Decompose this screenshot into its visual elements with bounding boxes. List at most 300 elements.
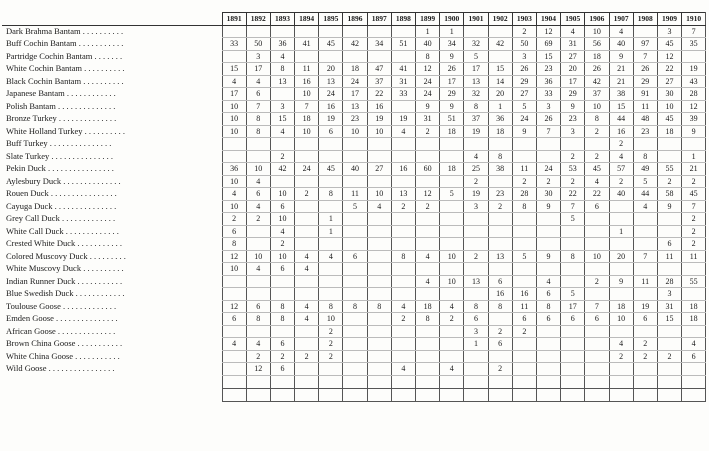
count-cell: 2: [609, 175, 633, 188]
count-cell: 10: [222, 113, 246, 126]
count-cell: 31: [657, 300, 681, 313]
count-cell: 4: [295, 250, 319, 263]
breed-count-table: [2, 12, 706, 402]
count-cell: [585, 325, 609, 338]
breed-name: Emden Goose . . . . . . . . . . . . . . .: [6, 313, 118, 324]
count-cell: 23: [561, 113, 585, 126]
count-cell: [561, 338, 585, 351]
count-cell: 7: [633, 50, 657, 63]
count-cell: 39: [682, 113, 706, 126]
count-cell: 19: [367, 113, 391, 126]
count-cell: 6: [657, 238, 681, 251]
count-cell: 7: [246, 100, 270, 113]
count-cell: 33: [391, 88, 415, 101]
count-cell: 16: [609, 125, 633, 138]
count-cell: 4: [416, 275, 440, 288]
count-cell: [416, 350, 440, 363]
count-cell: 10: [440, 275, 464, 288]
count-cell: 55: [682, 275, 706, 288]
count-cell: 3: [464, 200, 488, 213]
count-cell: 4: [295, 300, 319, 313]
count-cell: [367, 325, 391, 338]
count-cell: [391, 25, 415, 38]
count-cell: 12: [416, 188, 440, 201]
count-cell: 11: [633, 100, 657, 113]
count-cell: 24: [319, 88, 343, 101]
breed-name: Pekin Duck . . . . . . . . . . . . . . . .: [6, 163, 114, 174]
count-cell: 12: [416, 63, 440, 76]
count-cell: 2: [319, 350, 343, 363]
count-cell: 2: [270, 150, 294, 163]
count-cell: 19: [319, 113, 343, 126]
count-cell: [440, 200, 464, 213]
count-cell: [416, 225, 440, 238]
count-cell: 23: [633, 125, 657, 138]
count-cell: 5: [464, 50, 488, 63]
count-cell: 6: [585, 313, 609, 326]
count-cell: 32: [464, 88, 488, 101]
count-cell: 5: [512, 100, 536, 113]
breed-name: Bronze Turkey . . . . . . . . . . . . . .: [6, 113, 117, 124]
count-cell: 11: [343, 188, 367, 201]
breed-name: Partridge Cochin Bantam . . . . . . .: [6, 50, 123, 61]
count-cell: 19: [391, 113, 415, 126]
count-cell: 6: [246, 188, 270, 201]
count-cell: [295, 200, 319, 213]
count-cell: [295, 325, 319, 338]
count-cell: [633, 213, 657, 226]
count-cell: 30: [536, 188, 560, 201]
count-cell: 4: [416, 250, 440, 263]
count-cell: 22: [367, 88, 391, 101]
year-header-row: [2, 13, 706, 26]
count-cell: 2: [512, 25, 536, 38]
count-cell: [222, 288, 246, 301]
count-cell: 9: [416, 100, 440, 113]
count-cell: 9: [536, 250, 560, 263]
count-cell: 6: [222, 313, 246, 326]
blank-cell: [682, 375, 706, 388]
count-cell: [657, 138, 681, 151]
count-cell: [536, 338, 560, 351]
count-cell: 10: [343, 125, 367, 138]
count-cell: [295, 50, 319, 63]
count-cell: 6: [246, 300, 270, 313]
count-cell: [343, 288, 367, 301]
blank-cell: [391, 388, 415, 401]
count-cell: 4: [246, 75, 270, 88]
count-cell: [633, 25, 657, 38]
count-cell: 10: [295, 125, 319, 138]
count-cell: [295, 363, 319, 376]
count-cell: 12: [222, 250, 246, 263]
count-cell: 4: [633, 200, 657, 213]
count-cell: 10: [222, 125, 246, 138]
count-cell: 8: [246, 125, 270, 138]
count-cell: [343, 263, 367, 276]
count-cell: 5: [561, 213, 585, 226]
count-cell: 45: [682, 188, 706, 201]
count-cell: [343, 238, 367, 251]
count-cell: 12: [536, 25, 560, 38]
count-cell: [609, 213, 633, 226]
count-cell: [488, 25, 512, 38]
count-cell: 32: [464, 38, 488, 51]
count-cell: [270, 88, 294, 101]
count-cell: [343, 225, 367, 238]
blank-cell: [512, 388, 536, 401]
count-cell: [246, 238, 270, 251]
count-cell: 91: [633, 88, 657, 101]
count-cell: 19: [633, 300, 657, 313]
count-cell: [295, 338, 319, 351]
table-row: [2, 363, 706, 376]
count-cell: 34: [367, 38, 391, 51]
count-cell: [657, 363, 681, 376]
count-cell: 51: [440, 113, 464, 126]
count-cell: [609, 200, 633, 213]
count-cell: 53: [561, 163, 585, 176]
count-cell: 8: [464, 100, 488, 113]
count-cell: 2: [391, 313, 415, 326]
count-cell: 27: [561, 50, 585, 63]
table-row: [2, 288, 706, 301]
table-row: [2, 263, 706, 276]
count-cell: 36: [270, 38, 294, 51]
count-cell: 6: [488, 338, 512, 351]
count-cell: 45: [657, 113, 681, 126]
count-cell: [343, 50, 367, 63]
table-row: [2, 50, 706, 63]
count-cell: 42: [270, 163, 294, 176]
breed-name: Japanese Bantam . . . . . . . . . . . .: [6, 88, 116, 99]
count-cell: [295, 238, 319, 251]
count-cell: 2: [633, 338, 657, 351]
blank-cell: [464, 388, 488, 401]
count-cell: [391, 150, 415, 163]
count-cell: [391, 225, 415, 238]
count-cell: 2: [416, 125, 440, 138]
count-cell: 8: [536, 300, 560, 313]
count-cell: [585, 350, 609, 363]
count-cell: 25: [464, 163, 488, 176]
count-cell: [295, 288, 319, 301]
count-cell: 10: [222, 200, 246, 213]
count-cell: 2: [682, 225, 706, 238]
count-cell: 45: [657, 38, 681, 51]
count-cell: 42: [343, 38, 367, 51]
count-cell: 33: [222, 38, 246, 51]
count-cell: 8: [416, 50, 440, 63]
count-cell: [270, 138, 294, 151]
count-cell: [440, 263, 464, 276]
count-cell: [319, 138, 343, 151]
breed-name: Rouen Duck . . . . . . . . . . . . . . . .: [6, 188, 117, 199]
count-cell: 6: [343, 250, 367, 263]
count-cell: 42: [488, 38, 512, 51]
count-cell: [367, 175, 391, 188]
count-cell: 4: [536, 275, 560, 288]
count-cell: 47: [367, 63, 391, 76]
count-cell: 31: [561, 38, 585, 51]
count-cell: 6: [561, 313, 585, 326]
count-cell: [633, 263, 657, 276]
count-cell: 18: [343, 63, 367, 76]
count-cell: [343, 150, 367, 163]
count-cell: [440, 138, 464, 151]
breed-name: African Goose . . . . . . . . . . . . . .: [6, 325, 116, 336]
count-cell: 4: [440, 363, 464, 376]
count-cell: 7: [585, 300, 609, 313]
blank-cell: [391, 375, 415, 388]
count-cell: 16: [512, 288, 536, 301]
count-cell: [246, 25, 270, 38]
count-cell: 7: [682, 200, 706, 213]
count-cell: 18: [440, 125, 464, 138]
year-header: 1894: [295, 13, 319, 26]
count-cell: 50: [246, 38, 270, 51]
count-cell: 11: [682, 250, 706, 263]
count-cell: 38: [488, 163, 512, 176]
count-cell: 26: [585, 63, 609, 76]
count-cell: 6: [633, 313, 657, 326]
count-cell: [657, 325, 681, 338]
count-cell: 41: [391, 63, 415, 76]
count-cell: 4: [682, 338, 706, 351]
count-cell: 29: [440, 88, 464, 101]
count-cell: 9: [609, 50, 633, 63]
count-cell: 12: [222, 300, 246, 313]
count-cell: [343, 213, 367, 226]
count-cell: [270, 25, 294, 38]
count-cell: 1: [319, 213, 343, 226]
count-cell: 6: [222, 225, 246, 238]
blank-cell: [222, 375, 246, 388]
breed-name: Polish Bantam . . . . . . . . . . . . . .: [6, 100, 116, 111]
count-cell: 3: [512, 50, 536, 63]
count-cell: [609, 363, 633, 376]
count-cell: 18: [488, 125, 512, 138]
count-cell: [319, 200, 343, 213]
count-cell: 28: [512, 188, 536, 201]
count-cell: 38: [609, 88, 633, 101]
count-cell: [295, 150, 319, 163]
count-cell: 8: [319, 300, 343, 313]
count-cell: [633, 288, 657, 301]
count-cell: [512, 338, 536, 351]
count-cell: 36: [222, 163, 246, 176]
count-cell: 6: [488, 275, 512, 288]
count-cell: 9: [440, 50, 464, 63]
count-cell: 34: [440, 38, 464, 51]
count-cell: 24: [536, 163, 560, 176]
count-cell: [464, 263, 488, 276]
count-cell: [440, 338, 464, 351]
table-row: [2, 38, 706, 51]
blank-cell: [343, 388, 367, 401]
count-cell: 4: [464, 150, 488, 163]
count-cell: 8: [343, 300, 367, 313]
blank-cell: [633, 375, 657, 388]
count-cell: 8: [270, 313, 294, 326]
blank-cell: [561, 388, 585, 401]
count-cell: [609, 238, 633, 251]
count-cell: 12: [657, 50, 681, 63]
count-cell: [585, 225, 609, 238]
count-cell: 44: [609, 113, 633, 126]
count-cell: 8: [561, 250, 585, 263]
year-header: 1892: [246, 13, 270, 26]
count-cell: 3: [657, 25, 681, 38]
count-cell: [416, 338, 440, 351]
count-cell: 24: [512, 113, 536, 126]
count-cell: [585, 288, 609, 301]
count-cell: [585, 213, 609, 226]
year-header: 1901: [464, 13, 488, 26]
breed-name: Brown China Goose . . . . . . . . . . .: [6, 338, 123, 349]
count-cell: 8: [270, 300, 294, 313]
count-cell: [633, 363, 657, 376]
table-row: [2, 225, 706, 238]
count-cell: [367, 213, 391, 226]
count-cell: 9: [440, 100, 464, 113]
blank-cell: [536, 375, 560, 388]
count-cell: [512, 150, 536, 163]
count-cell: 10: [270, 213, 294, 226]
count-cell: 23: [343, 113, 367, 126]
count-cell: 22: [657, 63, 681, 76]
year-header: 1897: [367, 13, 391, 26]
breed-name: White China Goose . . . . . . . . . . .: [6, 350, 120, 361]
count-cell: 4: [270, 125, 294, 138]
count-cell: [343, 275, 367, 288]
count-cell: [222, 363, 246, 376]
table-row: [2, 338, 706, 351]
count-cell: 17: [343, 88, 367, 101]
count-cell: 18: [657, 125, 681, 138]
count-cell: 8: [391, 250, 415, 263]
count-cell: [440, 325, 464, 338]
count-cell: [536, 238, 560, 251]
count-cell: 45: [319, 38, 343, 51]
count-cell: 24: [343, 75, 367, 88]
count-cell: 3: [270, 100, 294, 113]
count-cell: [488, 225, 512, 238]
count-cell: 10: [222, 100, 246, 113]
count-cell: 13: [343, 100, 367, 113]
count-cell: [391, 50, 415, 63]
count-cell: 4: [246, 263, 270, 276]
blank-cell: [270, 388, 294, 401]
count-cell: 40: [609, 38, 633, 51]
count-cell: 29: [512, 75, 536, 88]
count-cell: [464, 238, 488, 251]
count-cell: [367, 225, 391, 238]
count-cell: [343, 325, 367, 338]
count-cell: 18: [295, 113, 319, 126]
count-cell: 6: [536, 288, 560, 301]
count-cell: 10: [657, 100, 681, 113]
count-cell: 37: [367, 75, 391, 88]
count-cell: [464, 213, 488, 226]
count-cell: 17: [561, 75, 585, 88]
count-cell: 2: [609, 350, 633, 363]
count-cell: [270, 275, 294, 288]
corner-cell: [2, 13, 222, 26]
count-cell: [391, 263, 415, 276]
count-cell: 43: [682, 75, 706, 88]
blank-cell: [295, 375, 319, 388]
count-cell: 1: [440, 25, 464, 38]
count-cell: [633, 225, 657, 238]
count-cell: 20: [488, 88, 512, 101]
count-cell: 2: [464, 175, 488, 188]
count-cell: 26: [633, 63, 657, 76]
count-cell: 2: [270, 350, 294, 363]
count-cell: [512, 350, 536, 363]
count-cell: 2: [682, 213, 706, 226]
blank-cell: [440, 375, 464, 388]
count-cell: 8: [488, 150, 512, 163]
count-cell: [343, 138, 367, 151]
count-cell: [682, 263, 706, 276]
count-cell: 36: [536, 75, 560, 88]
breed-name: Cayuga Duck . . . . . . . . . . . . . . .: [6, 200, 117, 211]
count-cell: 10: [585, 100, 609, 113]
count-cell: [367, 313, 391, 326]
table-row: [2, 350, 706, 363]
breed-name: Aylesbury Duck . . . . . . . . . . . . . .: [6, 175, 121, 186]
count-cell: 14: [488, 75, 512, 88]
count-cell: [391, 175, 415, 188]
count-cell: 2: [391, 200, 415, 213]
count-cell: [609, 325, 633, 338]
count-cell: [440, 225, 464, 238]
count-cell: 2: [246, 213, 270, 226]
count-cell: 10: [270, 188, 294, 201]
count-cell: [561, 263, 585, 276]
count-cell: 6: [270, 263, 294, 276]
count-cell: 6: [682, 350, 706, 363]
count-cell: 9: [561, 100, 585, 113]
count-cell: [367, 350, 391, 363]
blank-cell: [682, 388, 706, 401]
count-cell: 22: [561, 188, 585, 201]
count-cell: 2: [416, 200, 440, 213]
count-cell: 2: [246, 350, 270, 363]
count-cell: 1: [609, 225, 633, 238]
breed-name: Crested White Duck . . . . . . . . . . .: [6, 238, 122, 249]
table-row: [2, 150, 706, 163]
count-cell: [633, 138, 657, 151]
count-cell: 4: [367, 200, 391, 213]
count-cell: 23: [488, 188, 512, 201]
count-cell: 45: [319, 163, 343, 176]
blank-cell: [488, 375, 512, 388]
blank-cell: [416, 375, 440, 388]
count-cell: 4: [246, 175, 270, 188]
count-cell: 19: [464, 188, 488, 201]
table-row: [2, 213, 706, 226]
count-cell: [391, 275, 415, 288]
count-cell: 2: [464, 250, 488, 263]
count-cell: [222, 275, 246, 288]
count-cell: [391, 288, 415, 301]
count-cell: [512, 263, 536, 276]
count-cell: 10: [222, 175, 246, 188]
count-cell: 40: [609, 188, 633, 201]
table-row: [2, 275, 706, 288]
